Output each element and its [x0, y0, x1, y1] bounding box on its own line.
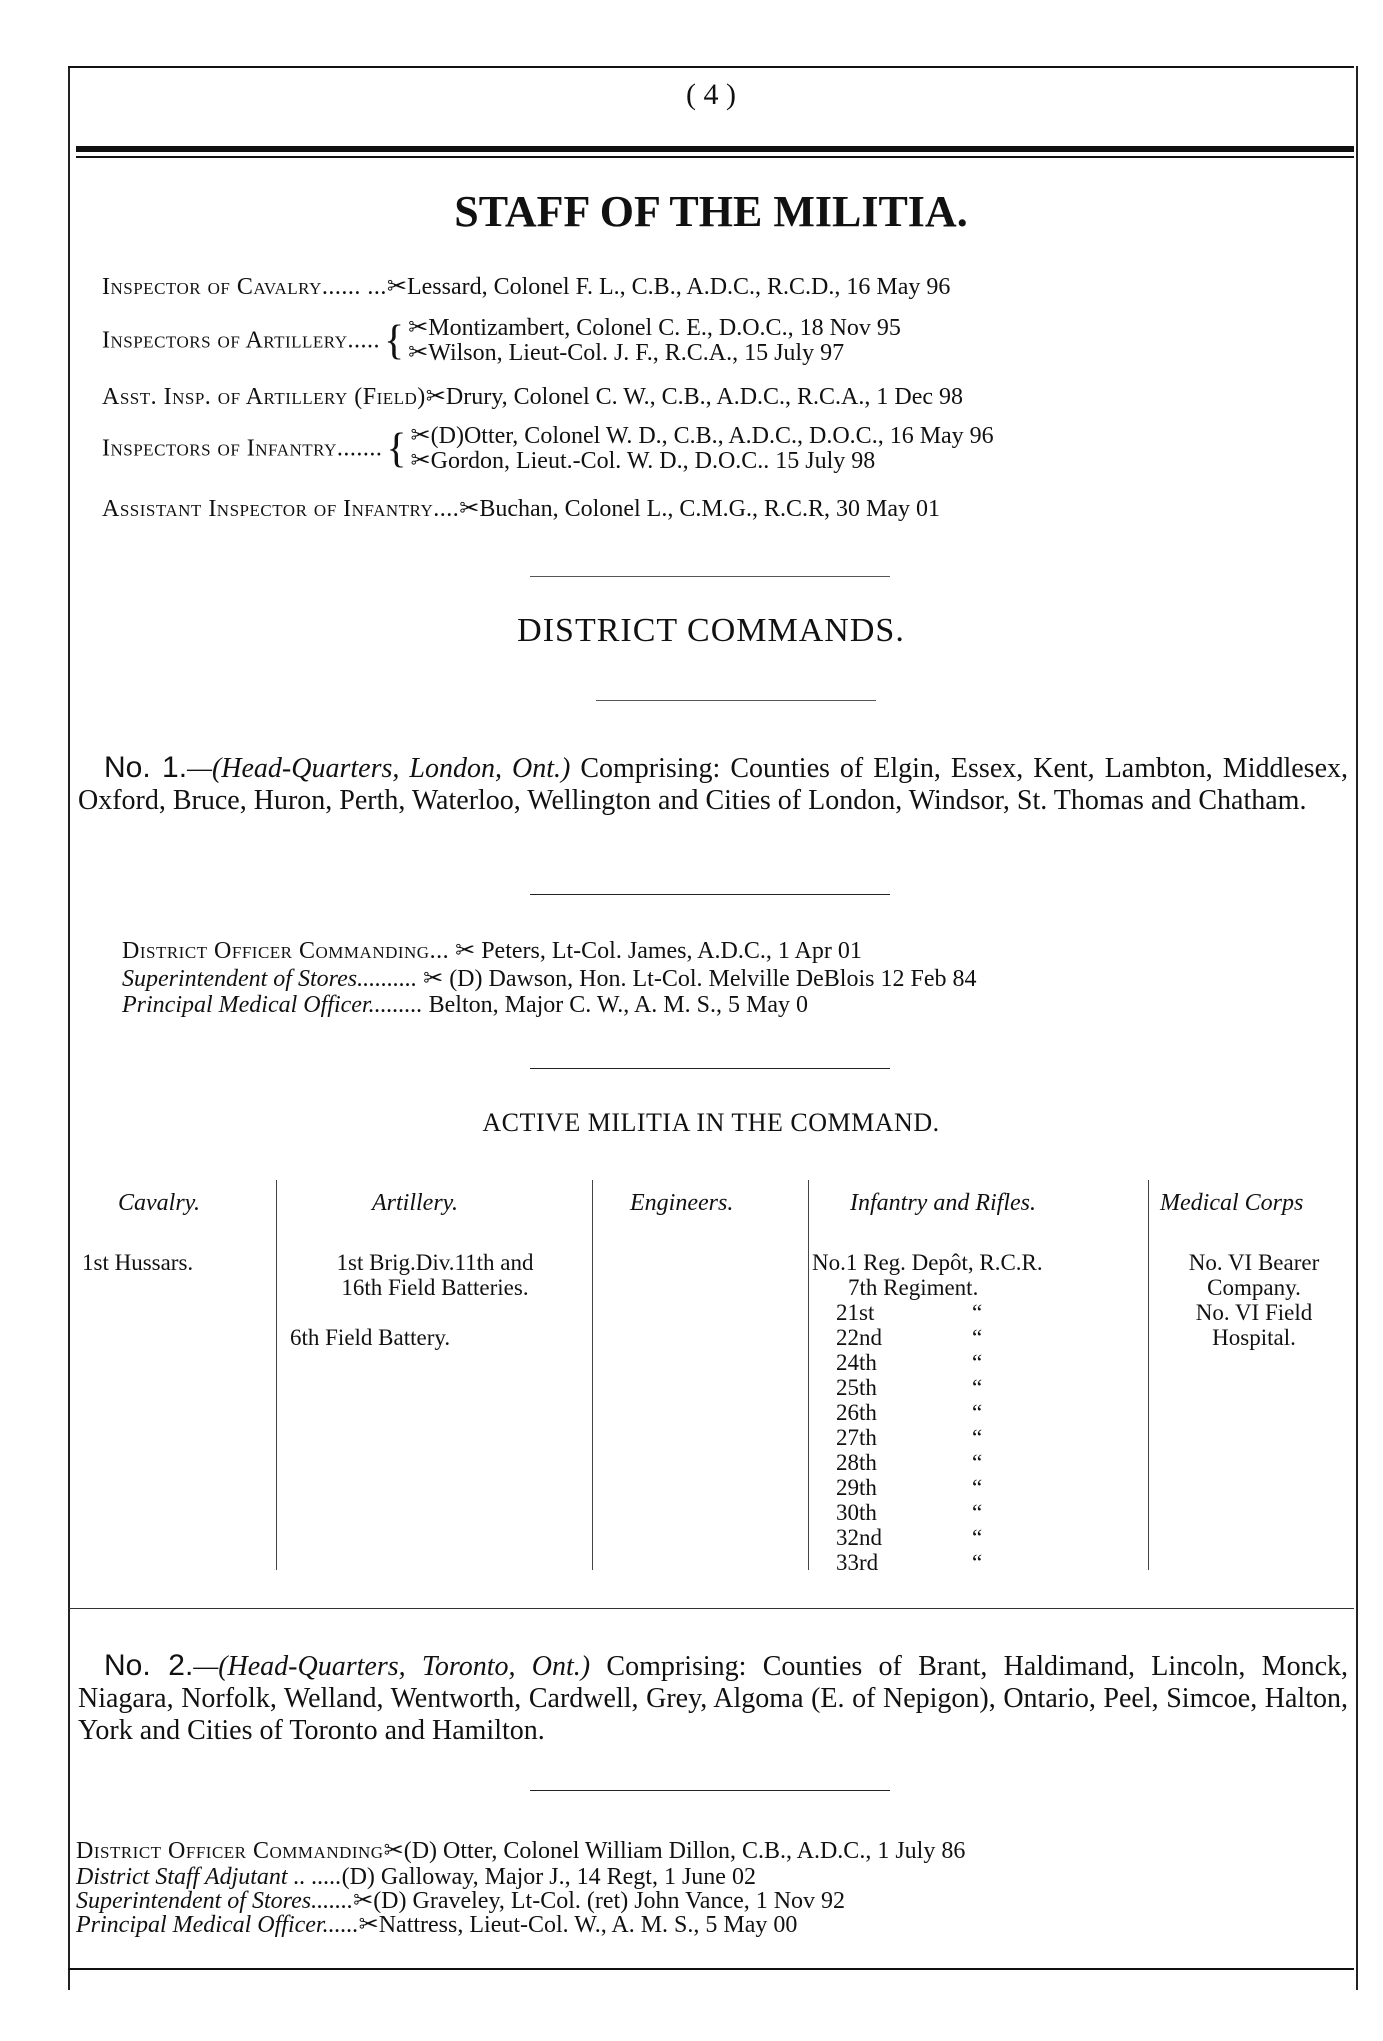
staff-entry: ✂Montizambert, Colonel C. E., D.O.C., 18 Nov 95: [408, 315, 901, 341]
staff-row-infantry: [102, 424, 994, 474]
staff-label: Inspectors of Infantry.......: [102, 435, 383, 462]
staff-row-asst-infantry: [102, 494, 940, 523]
officer-value: ✂(D) Graveley, Lt-Col. (ret) John Vance, 1 Nov 92: [353, 1888, 846, 1914]
infantry-regiment: 32nd “: [836, 1525, 983, 1550]
infantry-regiment: 30th “: [836, 1500, 983, 1525]
staff-entry: ✂Buchan, Colonel L., C.M.G., R.C.R, 30 May 01: [459, 496, 941, 522]
infantry-regiment: 26th “: [836, 1400, 983, 1425]
staff-entry: ✂Lessard, Colonel F. L., C.B., A.D.C., R.C.D., 16 May 96: [386, 274, 951, 300]
infantry-list: [836, 1300, 983, 1575]
column-divider: [592, 1180, 593, 1570]
staff-entry: ✂Drury, Colonel C. W., C.B., A.D.C., R.C.A., 1 Dec 98: [425, 384, 964, 410]
staff-row-artillery-field: [102, 382, 963, 411]
cavalry-cell: 1st Hussars.: [82, 1250, 194, 1275]
col-header-infantry: Infantry and Rifles.: [850, 1190, 1036, 1216]
staff-entry: ✂Gordon, Lieut.-Col. W. D., D.O.C.. 15 July 98: [410, 448, 876, 475]
column-divider: [1148, 1180, 1149, 1570]
officer-row: [76, 1836, 965, 1865]
officer-label: District Officer Commanding...: [122, 938, 450, 964]
officer-row: [122, 936, 862, 965]
medical-line: No. VI Field: [1195, 1300, 1313, 1325]
infantry-cell: [812, 1250, 1043, 1300]
officer-label: District Officer Commanding: [76, 1838, 384, 1864]
medical-cell: [1156, 1250, 1352, 1350]
infantry-regiment: 24th “: [836, 1350, 983, 1375]
district-counties: Comprising: Counties of Elgin, Essex, Kent, Lambton, Middlesex, Oxford, Bruce, Huron, Perth, Waterloo, Wellington and Cities of London, Windsor, St. Thomas and Chatham.: [78, 753, 1348, 816]
column-divider: [276, 1180, 277, 1570]
district-no2-description: [78, 1650, 1348, 1747]
staff-row-cavalry: [102, 272, 950, 301]
col-header-cavalry: Cavalry.: [118, 1190, 200, 1216]
officer-value: (D) Galloway, Major J., 14 Regt, 1 June 02: [341, 1864, 756, 1890]
col-header-artillery: Artillery.: [372, 1190, 458, 1216]
officer-row: [122, 964, 976, 993]
district-number: No. 1.: [104, 751, 188, 784]
officer-label: Superintendent of Stores.......: [76, 1888, 354, 1914]
column-divider: [808, 1180, 809, 1570]
artillery-line: 6th Field Battery.: [290, 1325, 451, 1350]
medical-line: No. VI Bearer: [1188, 1250, 1320, 1275]
staff-label: Assistant Inspector of Infantry....: [102, 496, 460, 522]
infantry-regiment: 25th “: [836, 1375, 983, 1400]
separator: [530, 1790, 890, 1791]
officer-value: ✂ (D) Dawson, Hon. Lt-Col. Melville DeBlois 12 Feb 84: [423, 966, 977, 992]
infantry-regiment: 22nd “: [836, 1325, 983, 1350]
artillery-line: 16th Field Batteries.: [341, 1275, 529, 1300]
officer-row: [76, 1866, 756, 1888]
page-number: ( 4 ): [686, 78, 736, 111]
infantry-regiment: 27th “: [836, 1425, 983, 1450]
col-header-medical: Medical Corps: [1160, 1190, 1304, 1216]
officer-label: Superintendent of Stores..........: [122, 966, 418, 992]
separator: [530, 894, 890, 895]
district-counties: Comprising: Counties of Brant, Haldimand, Lincoln, Monck, Niagara, Norfolk, Welland, Wentworth, Cardwell, Grey, Algoma (E. of Nepigon), Ontario, Peel, Simcoe, Halton, York and Cities of Toronto and Hamilton.: [78, 1651, 1348, 1746]
district-title: DISTRICT COMMANDS.: [517, 612, 905, 649]
officer-value: ✂ Peters, Lt-Col. James, A.D.C., 1 Apr 01: [455, 938, 862, 964]
brace: {: [386, 426, 407, 473]
staff-entry: ✂(D)Otter, Colonel W. D., C.B., A.D.C., D.O.C., 16 May 96: [410, 423, 994, 449]
staff-label: Inspector of Cavalry...... ...: [102, 274, 387, 300]
staff-entry: ✂Wilson, Lieut-Col. J. F., R.C.A., 15 July 97: [408, 340, 845, 367]
artillery-cell: [290, 1250, 580, 1350]
separator: [596, 700, 876, 701]
active-militia-title: ACTIVE MILITIA IN THE COMMAND.: [482, 1108, 940, 1137]
officer-value: Belton, Major C. W., A. M. S., 5 May 0: [428, 992, 808, 1018]
infantry-regiment: 33rd “: [836, 1550, 983, 1575]
infantry-line: 7th Regiment.: [848, 1275, 979, 1300]
officer-row: [76, 1914, 797, 1936]
officer-label: Principal Medical Officer......: [76, 1912, 359, 1938]
staff-row-artillery: [102, 316, 901, 366]
headquarters: —(Head-Quarters, London, Ont.): [187, 753, 571, 784]
separator: [530, 576, 890, 577]
bottom-rule: [68, 1968, 1354, 1970]
brace: {: [383, 318, 405, 365]
table-bottom-rule: [68, 1608, 1354, 1609]
district-number: No. 2.: [104, 1649, 194, 1682]
heavy-rule: [76, 146, 1354, 152]
staff-label: Asst. Insp. of Artillery (Field): [102, 384, 426, 410]
separator: [530, 1068, 890, 1069]
col-header-engineers: Engineers.: [630, 1190, 734, 1216]
district-no1-description: [78, 752, 1348, 817]
officer-row: [122, 992, 808, 1019]
officer-value: ✂(D) Otter, Colonel William Dillon, C.B., A.D.C., 1 July 86: [383, 1838, 966, 1864]
officer-label: Principal Medical Officer.........: [122, 992, 423, 1018]
officer-label: District Staff Adjutant .. .....: [76, 1864, 342, 1890]
medical-line: Hospital.: [1212, 1325, 1296, 1350]
infantry-line: No.1 Reg. Depôt, R.C.R.: [812, 1250, 1043, 1275]
medical-line: Company.: [1207, 1275, 1301, 1300]
infantry-regiment: 21st “: [836, 1300, 983, 1325]
artillery-line: 1st Brig.Div.11th and: [336, 1250, 534, 1275]
staff-label: Inspectors of Artillery.....: [102, 327, 380, 354]
officer-row: [76, 1890, 845, 1912]
thin-rule: [76, 156, 1354, 158]
top-rule: [68, 66, 1354, 68]
infantry-regiment: 29th “: [836, 1475, 983, 1500]
infantry-regiment: 28th “: [836, 1450, 983, 1475]
headquarters: —(Head-Quarters, Toronto, Ont.): [193, 1651, 591, 1682]
staff-title: STAFF OF THE MILITIA.: [454, 187, 968, 236]
officer-value: ✂Nattress, Lieut-Col. W., A. M. S., 5 May 00: [358, 1912, 798, 1938]
